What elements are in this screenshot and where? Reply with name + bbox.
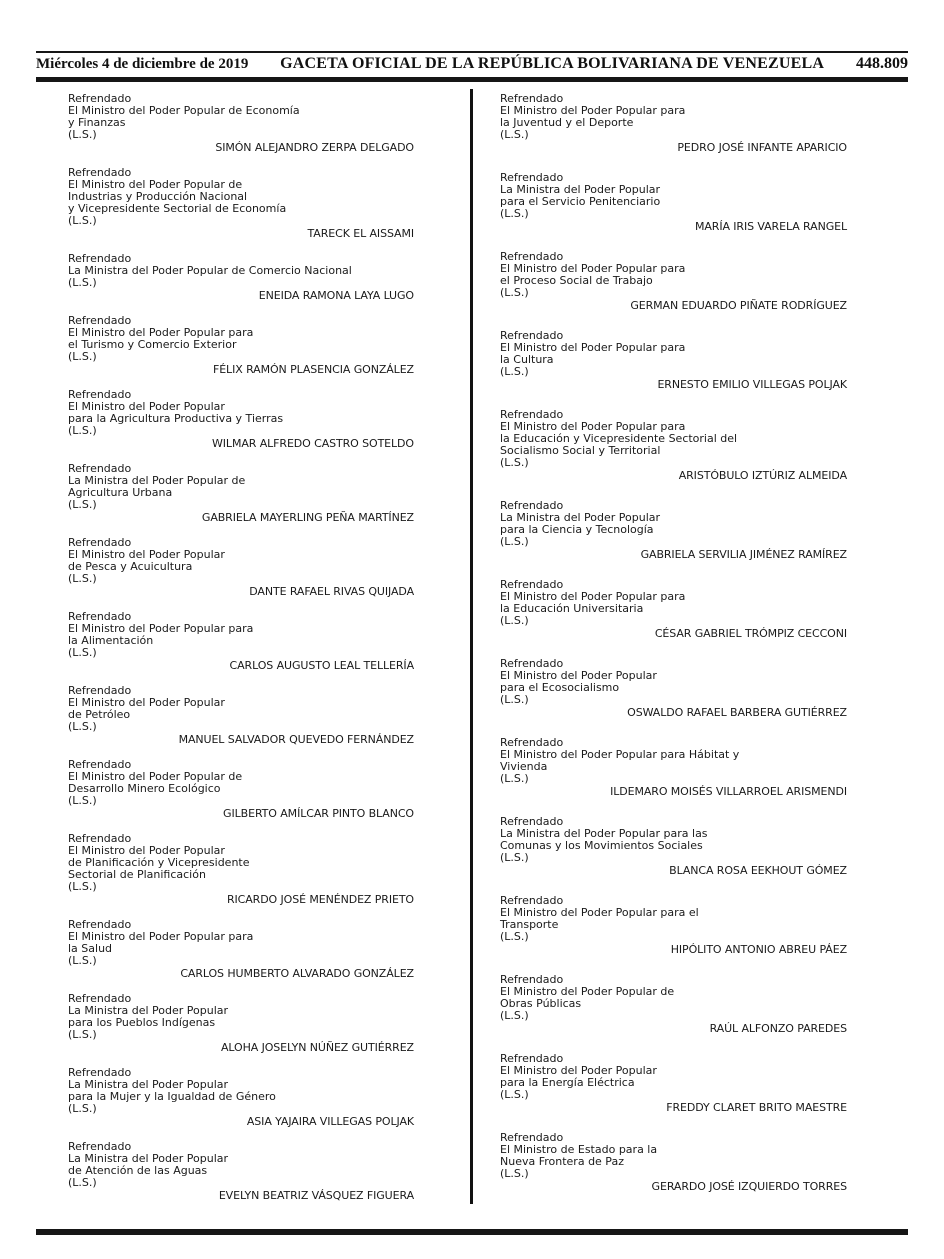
minister-title-line: La Ministra del Poder Popular	[68, 1078, 229, 1091]
minister-name: GABRIELA SERVILIA JIMÉNEZ RAMÍREZ	[640, 548, 847, 561]
refrendado-label: Refrendado	[68, 462, 132, 475]
refrendado-entry	[500, 172, 847, 233]
refrendado-label: Refrendado	[500, 92, 564, 105]
seal-placeholder-label: (L.S.)	[68, 572, 97, 585]
footer-rule	[36, 1229, 908, 1235]
minister-name: GERMAN EDUARDO PIÑATE RODRÍGUEZ	[630, 299, 847, 312]
refrendado-label: Refrendado	[68, 314, 132, 327]
minister-name: PEDRO JOSÉ INFANTE APARICIO	[677, 141, 847, 154]
minister-title-line: Industrias y Producción Nacional	[68, 190, 248, 203]
seal-placeholder-label: (L.S.)	[68, 424, 97, 437]
seal-placeholder-label: (L.S.)	[68, 498, 97, 511]
refrendado-entry	[68, 93, 414, 154]
minister-title-line: el Turismo y Comercio Exterior	[68, 338, 237, 351]
refrendado-label: Refrendado	[68, 610, 132, 623]
minister-title-line: La Ministra del Poder Popular de	[68, 474, 246, 487]
seal-placeholder-label: (L.S.)	[68, 954, 97, 967]
minister-title-line: y Vicepresidente Sectorial de Economía	[68, 202, 287, 215]
minister-title-line: la Salud	[68, 942, 113, 955]
refrendado-entry	[68, 919, 414, 980]
refrendado-label: Refrendado	[500, 894, 564, 907]
minister-name: RICARDO JOSÉ MENÉNDEZ PRIETO	[226, 893, 414, 906]
minister-title-line: El Ministro del Poder Popular para	[500, 104, 686, 117]
minister-title-line: El Ministro del Poder Popular para Hábitat y	[500, 748, 740, 761]
minister-title-line: para la Agricultura Productiva y Tierras	[68, 412, 284, 425]
minister-title-line: La Ministra del Poder Popular de Comercio Nacional	[68, 264, 352, 277]
refrendado-label: Refrendado	[500, 1131, 564, 1144]
minister-name: FREDDY CLARET BRITO MAESTRE	[666, 1101, 847, 1114]
minister-title-line: El Ministro del Poder Popular	[68, 400, 225, 413]
minister-title-line: para el Servicio Penitenciario	[500, 195, 661, 208]
seal-placeholder-label: (L.S.)	[500, 1088, 529, 1101]
minister-title-line: La Ministra del Poder Popular	[68, 1004, 229, 1017]
refrendado-entry	[68, 1141, 414, 1202]
refrendado-label: Refrendado	[68, 166, 132, 179]
minister-title-line: El Ministro del Poder Popular para	[68, 622, 254, 635]
refrendado-label: Refrendado	[68, 1140, 132, 1153]
minister-name: GERARDO JOSÉ IZQUIERDO TORRES	[651, 1180, 847, 1193]
refrendado-label: Refrendado	[500, 578, 564, 591]
two-column-body	[36, 93, 908, 1219]
minister-name: DANTE RAFAEL RIVAS QUIJADA	[249, 585, 414, 598]
minister-name: OSWALDO RAFAEL BARBERA GUTIÉRREZ	[627, 706, 847, 719]
seal-placeholder-label: (L.S.)	[68, 214, 97, 227]
minister-title-line: El Ministro del Poder Popular de	[500, 985, 675, 998]
refrendado-entry	[68, 993, 414, 1054]
minister-name: ARISTÓBULO IZTÚRIZ ALMEIDA	[678, 469, 847, 482]
seal-placeholder-label: (L.S.)	[68, 1028, 97, 1041]
minister-name: GABRIELA MAYERLING PEÑA MARTÍNEZ	[201, 511, 414, 524]
minister-title-line: Transporte	[500, 918, 559, 931]
refrendado-label: Refrendado	[68, 252, 132, 265]
minister-name: BLANCA ROSA EEKHOUT GÓMEZ	[669, 864, 847, 877]
refrendado-entry	[68, 463, 414, 524]
seal-placeholder-label: (L.S.)	[500, 693, 529, 706]
minister-title-line: Comunas y los Movimientos Sociales	[500, 839, 703, 852]
minister-name: ASIA YAJAIRA VILLEGAS POLJAK	[246, 1115, 414, 1128]
refrendado-label: Refrendado	[500, 329, 564, 342]
minister-name: ALOHA JOSELYN NÚÑEZ GUTIÉRREZ	[220, 1041, 414, 1054]
refrendado-entry	[68, 759, 414, 820]
refrendado-entry	[500, 330, 847, 391]
seal-placeholder-label: (L.S.)	[68, 128, 97, 141]
minister-name: ERNESTO EMILIO VILLEGAS POLJAK	[657, 378, 847, 391]
masthead	[36, 55, 908, 73]
seal-placeholder-label: (L.S.)	[68, 646, 97, 659]
minister-title-line: El Ministro del Poder Popular para	[500, 420, 686, 433]
minister-title-line: El Ministro del Poder Popular para	[500, 590, 686, 603]
minister-name: WILMAR ALFREDO CASTRO SOTELDO	[212, 437, 414, 450]
refrendado-label: Refrendado	[68, 918, 132, 931]
right-column	[470, 93, 908, 1219]
minister-title-line: Agricultura Urbana	[68, 486, 173, 499]
refrendado-label: Refrendado	[500, 815, 564, 828]
minister-title-line: de Planificación y Vicepresidente	[68, 856, 250, 869]
minister-name: FÉLIX RAMÓN PLASENCIA GONZÁLEZ	[212, 363, 414, 376]
refrendado-entry	[68, 537, 414, 598]
refrendado-entry	[500, 1132, 847, 1193]
minister-title-line: y Finanzas	[68, 116, 126, 129]
minister-name: GILBERTO AMÍLCAR PINTO BLANCO	[223, 807, 414, 820]
minister-name: ENEIDA RAMONA LAYA LUGO	[258, 289, 414, 302]
minister-name: SIMÓN ALEJANDRO ZERPA DELGADO	[215, 141, 414, 154]
seal-placeholder-label: (L.S.)	[68, 1176, 97, 1189]
refrendado-entry	[500, 816, 847, 877]
refrendado-label: Refrendado	[68, 758, 132, 771]
refrendado-entry	[68, 1067, 414, 1128]
minister-title-line: La Ministra del Poder Popular para las	[500, 827, 708, 840]
refrendado-entry	[68, 389, 414, 450]
refrendado-label: Refrendado	[500, 736, 564, 749]
seal-placeholder-label: (L.S.)	[68, 880, 97, 893]
right-column-entries	[500, 93, 847, 1193]
refrendado-label: Refrendado	[68, 92, 132, 105]
refrendado-entry	[500, 251, 847, 312]
minister-title-line: para la Energía Eléctrica	[500, 1076, 635, 1089]
minister-title-line: El Ministro del Poder Popular para	[500, 262, 686, 275]
minister-title-line: el Proceso Social de Trabajo	[500, 274, 653, 287]
header-top-rule	[36, 51, 908, 53]
left-column	[36, 93, 470, 1219]
minister-title-line: La Ministra del Poder Popular	[68, 1152, 229, 1165]
minister-title-line: para el Ecosocialismo	[500, 681, 620, 694]
seal-placeholder-label: (L.S.)	[500, 128, 529, 141]
minister-title-line: para la Mujer y la Igualdad de Género	[68, 1090, 276, 1103]
minister-title-line: El Ministro del Poder Popular para	[500, 341, 686, 354]
seal-placeholder-label: (L.S.)	[500, 1167, 529, 1180]
minister-name: MANUEL SALVADOR QUEVEDO FERNÁNDEZ	[178, 733, 414, 746]
minister-title-line: de Atención de las Aguas	[68, 1164, 208, 1177]
minister-title-line: la Cultura	[500, 353, 554, 366]
minister-title-line: Socialismo Social y Territorial	[500, 444, 661, 457]
seal-placeholder-label: (L.S.)	[68, 350, 97, 363]
refrendado-label: Refrendado	[68, 992, 132, 1005]
refrendado-entry	[68, 833, 414, 906]
refrendado-entry	[500, 409, 847, 482]
refrendado-label: Refrendado	[68, 536, 132, 549]
minister-title-line: de Pesca y Acuicultura	[68, 560, 193, 573]
minister-name: CARLOS AUGUSTO LEAL TELLERÍA	[229, 659, 414, 672]
seal-placeholder-label: (L.S.)	[68, 276, 97, 289]
refrendado-entry	[68, 685, 414, 746]
refrendado-entry	[68, 611, 414, 672]
refrendado-label: Refrendado	[68, 832, 132, 845]
refrendado-entry	[500, 737, 847, 798]
minister-title-line: La Ministra del Poder Popular	[500, 183, 661, 196]
seal-placeholder-label: (L.S.)	[500, 207, 529, 220]
seal-placeholder-label: (L.S.)	[500, 535, 529, 548]
minister-title-line: Desarrollo Minero Ecológico	[68, 782, 221, 795]
minister-title-line: El Ministro del Poder Popular para el	[500, 906, 699, 919]
minister-name: HIPÓLITO ANTONIO ABREU PÁEZ	[670, 943, 847, 956]
refrendado-label: Refrendado	[68, 1066, 132, 1079]
minister-name: CARLOS HUMBERTO ALVARADO GONZÁLEZ	[180, 967, 414, 980]
refrendado-label: Refrendado	[500, 657, 564, 670]
minister-title-line: El Ministro del Poder Popular para	[68, 326, 254, 339]
minister-title-line: La Ministra del Poder Popular	[500, 511, 661, 524]
refrendado-label: Refrendado	[68, 388, 132, 401]
minister-title-line: Nueva Frontera de Paz	[500, 1155, 624, 1168]
seal-placeholder-label: (L.S.)	[500, 456, 529, 469]
refrendado-entry	[500, 1053, 847, 1114]
minister-name: ILDEMARO MOISÉS VILLARROEL ARISMENDI	[610, 785, 847, 798]
minister-title-line: El Ministro del Poder Popular para	[68, 930, 254, 943]
minister-title-line: de Petróleo	[68, 708, 131, 721]
seal-placeholder-label: (L.S.)	[500, 286, 529, 299]
column-divider-rule	[470, 89, 473, 1204]
seal-placeholder-label: (L.S.)	[68, 720, 97, 733]
refrendado-entry	[68, 167, 414, 240]
minister-title-line: El Ministro del Poder Popular	[68, 548, 225, 561]
minister-title-line: El Ministro de Estado para la	[500, 1143, 658, 1156]
minister-title-line: El Ministro del Poder Popular	[500, 1064, 657, 1077]
refrendado-entry	[500, 500, 847, 561]
refrendado-entry	[500, 974, 847, 1035]
minister-name: RAÚL ALFONZO PAREDES	[709, 1022, 847, 1035]
left-column-entries	[68, 93, 414, 1202]
minister-title-line: para la Ciencia y Tecnología	[500, 523, 654, 536]
minister-title-line: Obras Públicas	[500, 997, 582, 1010]
refrendado-entry	[68, 253, 414, 302]
minister-title-line: El Ministro del Poder Popular	[68, 696, 225, 709]
refrendado-label: Refrendado	[500, 250, 564, 263]
minister-name: TARECK EL AISSAMI	[307, 227, 414, 240]
seal-placeholder-label: (L.S.)	[500, 930, 529, 943]
minister-title-line: la Juventud y el Deporte	[500, 116, 634, 129]
minister-title-line: para los Pueblos Indígenas	[68, 1016, 216, 1029]
seal-placeholder-label: (L.S.)	[500, 1009, 529, 1022]
issue-date: Miércoles 4 de diciembre de 2019	[36, 56, 249, 72]
refrendado-label: Refrendado	[500, 973, 564, 986]
refrendado-label: Refrendado	[500, 1052, 564, 1065]
refrendado-entry	[500, 579, 847, 640]
minister-title-line: Vivienda	[500, 760, 548, 773]
refrendado-entry	[500, 895, 847, 956]
seal-placeholder-label: (L.S.)	[500, 772, 529, 785]
minister-title-line: El Ministro del Poder Popular de	[68, 178, 243, 191]
minister-name: CÉSAR GABRIEL TRÓMPIZ CECCONI	[654, 627, 847, 640]
minister-title-line: la Educación y Vicepresidente Sectorial del	[500, 432, 738, 445]
seal-placeholder-label: (L.S.)	[68, 1102, 97, 1115]
header-bottom-rule	[36, 77, 908, 82]
refrendado-entry	[68, 315, 414, 376]
refrendado-label: Refrendado	[500, 171, 564, 184]
minister-title-line: la Educación Universitaria	[500, 602, 644, 615]
seal-placeholder-label: (L.S.)	[500, 365, 529, 378]
refrendado-label: Refrendado	[500, 408, 564, 421]
minister-name: MARÍA IRIS VARELA RANGEL	[694, 220, 847, 233]
seal-placeholder-label: (L.S.)	[500, 614, 529, 627]
minister-title-line: Sectorial de Planificación	[68, 868, 206, 881]
minister-title-line: El Ministro del Poder Popular	[68, 844, 225, 857]
minister-title-line: El Ministro del Poder Popular de Economía	[68, 104, 300, 117]
seal-placeholder-label: (L.S.)	[68, 794, 97, 807]
refrendado-entry	[500, 658, 847, 719]
refrendado-entry	[500, 93, 847, 154]
minister-title-line: la Alimentación	[68, 634, 154, 647]
refrendado-label: Refrendado	[68, 684, 132, 697]
minister-name: EVELYN BEATRIZ VÁSQUEZ FIGUERA	[218, 1189, 414, 1202]
page-number: 448.809	[856, 55, 908, 72]
minister-title-line: El Ministro del Poder Popular	[500, 669, 657, 682]
refrendado-label: Refrendado	[500, 499, 564, 512]
minister-title-line: El Ministro del Poder Popular de	[68, 770, 243, 783]
seal-placeholder-label: (L.S.)	[500, 851, 529, 864]
gazette-title: GACETA OFICIAL DE LA REPÚBLICA BOLIVARIANA DE VENEZUELA	[280, 55, 825, 72]
